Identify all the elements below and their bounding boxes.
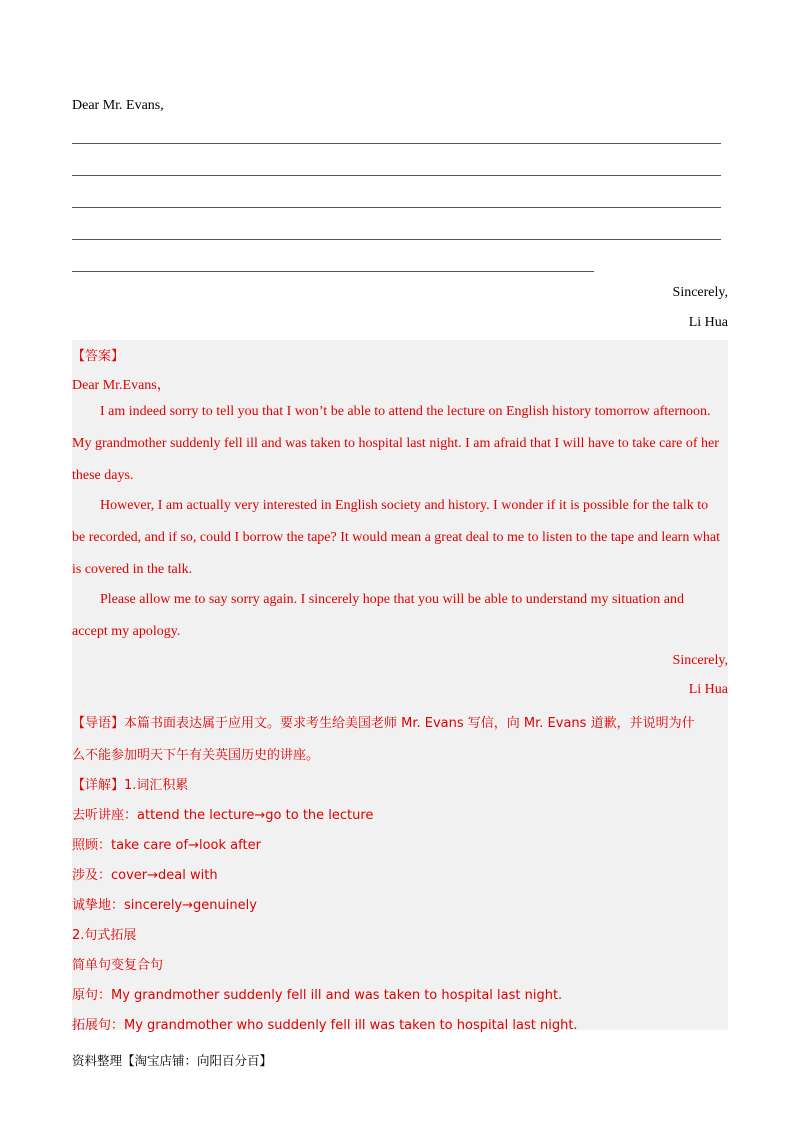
original-sentence: 原句：My grandmother suddenly fell ill and was taken to hospital last night.	[72, 988, 563, 1003]
subheading: 简单句变复合句	[72, 958, 164, 973]
vocab-item: 去听讲座：attend the lecture→go to the lecture	[72, 808, 374, 823]
guide-line: 【导语】本篇书面表达属于应用文。要求考生给美国老师 Mr. Evans 写信，向 Mr. Evans 道歉，并说明为什	[72, 716, 695, 731]
answer-line: However, I am actually very interested in English society and history. I wonder if it is possible for the talk to	[100, 498, 709, 513]
letter-signature: Li Hua	[688, 315, 728, 330]
answer-closing: Sincerely,	[672, 653, 728, 668]
writing-line	[72, 175, 721, 176]
answer-line: accept my apology.	[72, 624, 181, 639]
letter-closing: Sincerely,	[672, 285, 728, 300]
vocab-item: 涉及：cover→deal with	[72, 868, 218, 883]
vocab-item: 诚挚地：sincerely→genuinely	[72, 898, 257, 913]
answer-line: be recorded, and if so, could I borrow the tape? It would mean a great deal to me to listen to the tape and learn what	[72, 530, 721, 545]
writing-line	[72, 143, 721, 144]
details-heading: 【详解】1.词汇积累	[72, 778, 189, 793]
vocab-item: 照顾：take care of→look after	[72, 838, 261, 853]
answer-signature: Li Hua	[688, 682, 728, 697]
guide-line: 么不能参加明天下午有关英国历史的讲座。	[72, 748, 320, 763]
writing-line	[72, 271, 594, 272]
answer-line: these days.	[72, 468, 134, 483]
letter-greeting: Dear Mr. Evans,	[72, 98, 164, 113]
answer-line: is covered in the talk.	[72, 562, 193, 577]
expanded-sentence: 拓展句：My grandmother who suddenly fell ill was taken to hospital last night.	[72, 1018, 578, 1033]
writing-line	[72, 239, 721, 240]
answer-line: My grandmother suddenly fell ill and was taken to hospital last night. I am afraid that I will have to take care of her	[72, 436, 719, 451]
answer-greeting: Dear Mr.Evans，	[72, 378, 171, 393]
footer-note: 资料整理【淘宝店铺：向阳百分百】	[72, 1053, 273, 1068]
section-heading: 2.句式拓展	[72, 928, 137, 943]
answer-heading: 【答案】	[72, 349, 125, 364]
writing-line	[72, 207, 721, 208]
answer-line: I am indeed sorry to tell you that I won’t be able to attend the lecture on English history tomorrow afternoon.	[100, 404, 711, 419]
answer-line: Please allow me to say sorry again. I sincerely hope that you will be able to understand my situation and	[100, 592, 684, 607]
